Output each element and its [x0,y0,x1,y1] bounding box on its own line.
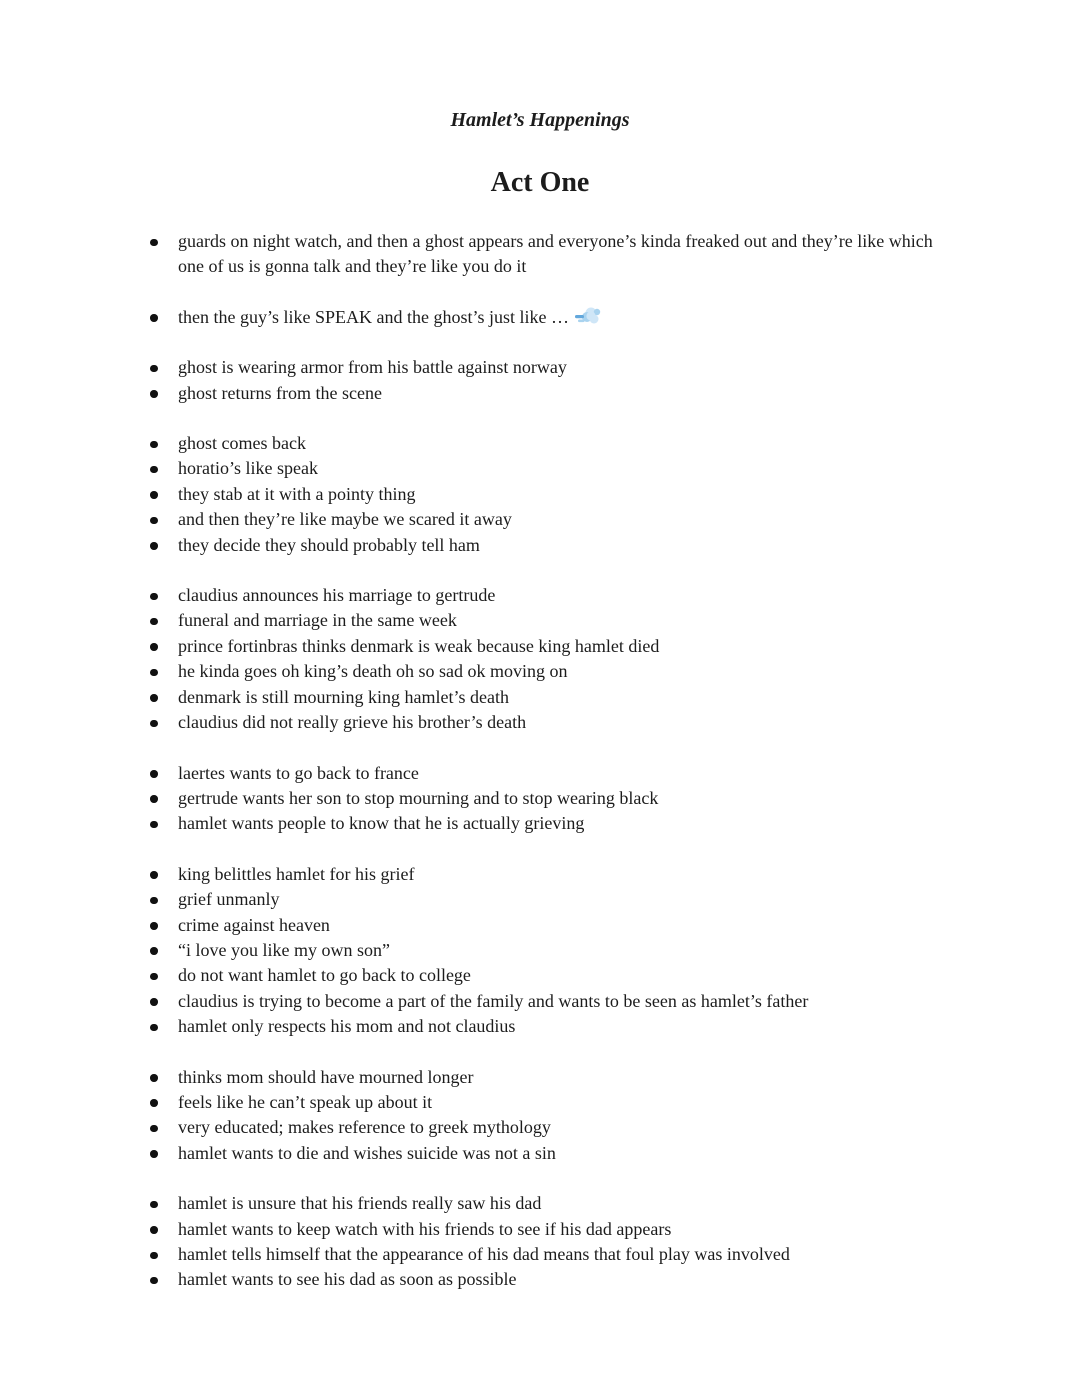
bullet-marker [150,441,158,449]
bullet-marker [150,770,158,778]
bullet-marker [150,1201,158,1209]
dash-puff-emoji [575,305,601,327]
bullet-item [127,786,953,811]
bullet-item [127,1090,953,1115]
bullet-marker [150,466,158,474]
bullet-marker [150,1125,158,1133]
bullet-item [127,710,953,735]
bullet-text: claudius announces his marriage to gertrude [178,585,496,606]
bullet-text: thinks mom should have mourned longer [178,1066,474,1087]
bullet-item [127,381,953,406]
bullet-marker [150,1252,158,1260]
bullet-text: denmark is still mourning king hamlet’s death [178,686,509,707]
bullet-marker [150,314,158,322]
bullet-item [127,1115,953,1140]
bullet-item [127,685,953,710]
bullet-item [127,659,953,684]
bullet-text: gertrude wants her son to stop mourning and to stop wearing black [178,787,659,808]
bullet-text: grief unmanly [178,889,280,910]
bullet-marker [150,542,158,550]
bullet-item [127,963,953,988]
bullet-text: feels like he can’t speak up about it [178,1091,433,1112]
bullet-item [127,913,953,938]
bullet-marker [150,1074,158,1082]
bullet-marker [150,897,158,905]
bullet-marker [150,795,158,803]
bullet-text: hamlet only respects his mom and not claudius [178,1016,516,1037]
bullet-group [127,583,953,735]
bullet-item [127,533,953,558]
bullet-text: very educated; makes reference to greek mythology [178,1117,551,1138]
bullet-text: laertes wants to go back to france [178,762,419,783]
bullet-text: they stab at it with a pointy thing [178,483,416,504]
bullet-group [127,229,953,280]
bullet-marker [150,973,158,981]
bullet-text: crime against heaven [178,914,330,935]
bullet-text: then the guy’s like SPEAK and the ghost’s just like … [178,306,569,327]
bullet-marker [150,491,158,499]
bullet-text: they decide they should probably tell ham [178,534,480,555]
bullet-item [127,1014,953,1039]
bullet-item [127,989,953,1014]
bullet-marker [150,1226,158,1234]
document-body [127,229,953,1293]
bullet-item [127,1242,953,1267]
bullet-text: hamlet tells himself that the appearance of his dad means that foul play was involved [178,1244,790,1264]
bullet-item [127,1267,953,1292]
bullet-item [127,507,953,532]
bullet-group [127,761,953,837]
bullet-text: guards on night watch, and then a ghost appears and everyone’s kinda freaked out and they’re like which one of us is gonna talk and they’re like you do it [178,231,933,277]
bullet-marker [150,517,158,525]
bullet-text: ghost returns from the scene [178,382,382,403]
bullet-text: do not want hamlet to go back to college [178,965,471,986]
bullet-group [127,1065,953,1167]
bullet-item [127,355,953,380]
bullet-marker [150,1099,158,1107]
bullet-item [127,811,953,836]
bullet-marker [150,1150,158,1158]
bullet-item [127,608,953,633]
bullet-text: funeral and marriage in the same week [178,610,457,631]
bullet-group [127,862,953,1040]
bullet-item [127,305,953,330]
bullet-marker [150,720,158,728]
bullet-item [127,583,953,608]
bullet-marker [150,1277,158,1285]
bullet-marker [150,593,158,601]
bullet-item [127,482,953,507]
bullet-text: ghost comes back [178,433,306,454]
bullet-marker [150,643,158,651]
bullet-marker [150,1024,158,1032]
bullet-text: prince fortinbras thinks denmark is weak because king hamlet died [178,635,660,656]
bullet-item [127,938,953,963]
bullet-text: ghost is wearing armor from his battle against norway [178,357,567,378]
bullet-item [127,229,953,280]
bullet-marker [150,669,158,677]
bullet-marker [150,922,158,930]
bullet-item [127,887,953,912]
act-one-heading: Act One [490,167,590,198]
bullet-item [127,431,953,456]
bullet-text: hamlet wants to keep watch with his friends to see if his dad appears [178,1218,672,1239]
bullet-marker [150,694,158,702]
bullet-marker [150,821,158,829]
bullet-item [127,862,953,887]
bullet-group [127,305,953,330]
bullet-text: he kinda goes oh king’s death oh so sad ok moving on [178,661,568,682]
bullet-text: “i love you like my own son” [178,939,390,960]
bullet-text: and then they’re like maybe we scared it away [178,509,512,530]
bullet-item [127,1217,953,1242]
bullet-group [127,1191,953,1293]
bullet-text: hamlet wants people to know that he is actually grieving [178,813,585,834]
bullet-marker [150,998,158,1006]
bullet-item [127,1191,953,1216]
bullet-text: hamlet is unsure that his friends really saw his dad [178,1193,542,1214]
bullet-item [127,1065,953,1090]
bullet-text: hamlet wants to die and wishes suicide was not a sin [178,1142,556,1163]
bullet-text: claudius did not really grieve his brother’s death [178,712,527,733]
bullet-item [127,456,953,481]
bullet-marker [150,618,158,626]
bullet-marker [150,239,158,247]
bullet-item [127,761,953,786]
bullet-text: claudius is trying to become a part of the family and wants to be seen as hamlet’s father [178,990,809,1011]
bullet-item [127,634,953,659]
bullet-marker [150,365,158,373]
bullet-group [127,431,953,558]
bullet-marker [150,390,158,398]
bullet-marker [150,871,158,879]
bullet-text: horatio’s like speak [178,458,318,479]
bullet-group [127,355,953,406]
bullet-text: hamlet wants to see his dad as soon as possible [178,1269,517,1290]
bullet-item [127,1141,953,1166]
bullet-marker [150,947,158,955]
bullet-text: king belittles hamlet for his grief [178,863,415,884]
document-title: Hamlet’s Happenings [450,109,630,131]
